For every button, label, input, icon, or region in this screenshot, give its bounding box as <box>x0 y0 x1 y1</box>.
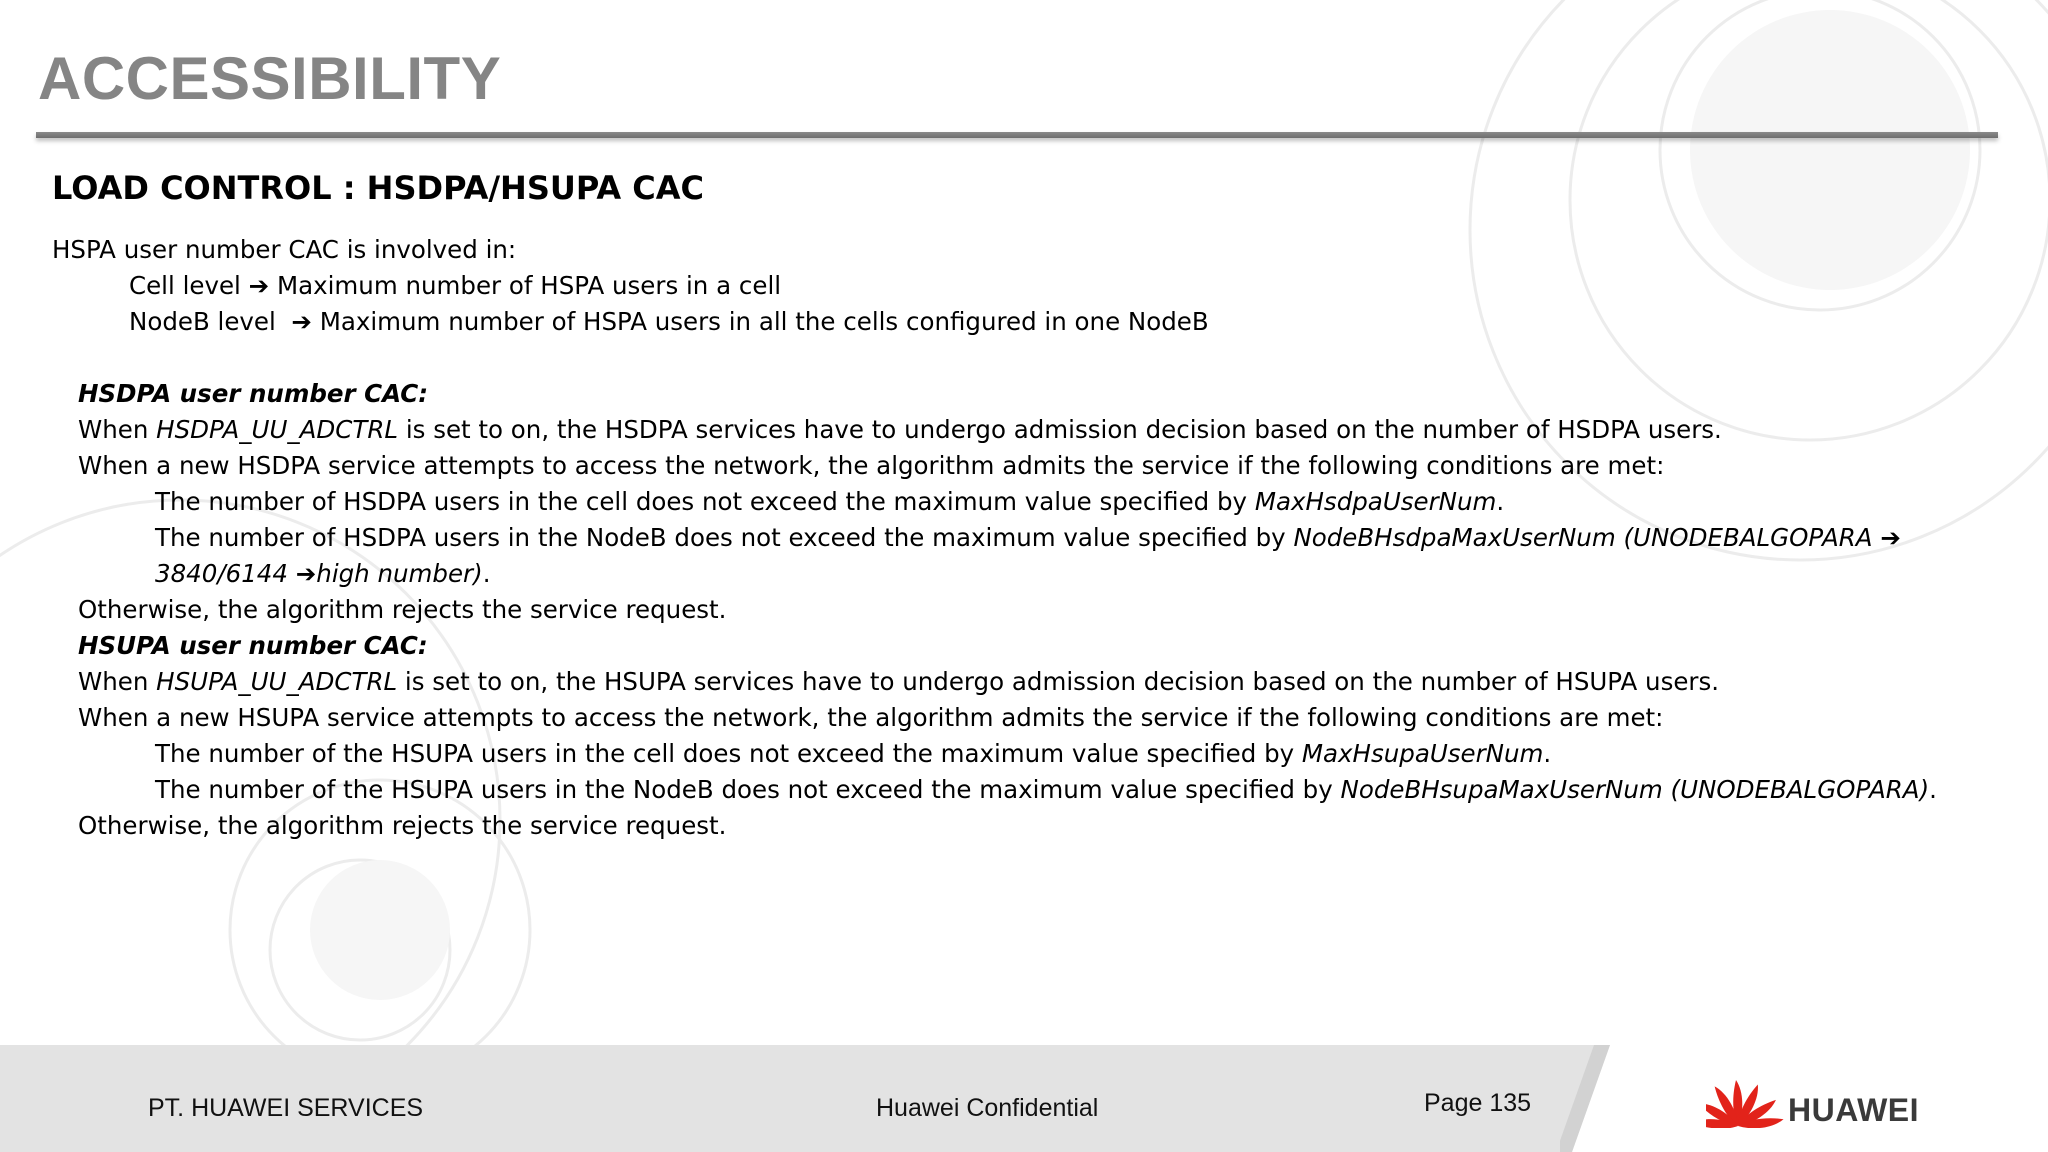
text-fragment: When <box>78 667 157 696</box>
hsupa-heading: HSUPA user number CAC: <box>78 631 428 660</box>
text-fragment: is set to on, the HSUPA services have to undergo admission decision based on the number of HSUPA users. <box>397 667 1720 696</box>
hsupa-line-2: When a new HSUPA service attempts to access the network, the algorithm admits the service if the following conditions are met: <box>78 703 1664 732</box>
footer-company: PT. HUAWEI SERVICES <box>148 1094 424 1122</box>
nodeb-level-label: NodeB level <box>129 307 276 336</box>
param-note: high number) <box>316 559 483 588</box>
param-name: MaxHsdpaUserNum <box>1254 487 1497 516</box>
page-number: Page 135 <box>1424 1089 1532 1117</box>
param-value: 3840/6144 <box>155 559 288 588</box>
footer-confidential: Huawei Confidential <box>876 1094 1099 1122</box>
hsdpa-condition-1 <box>52 484 2002 520</box>
param-name: NodeBHsdpaMaxUserNum (UNODEBALGOPARA <box>1293 523 1873 552</box>
hsdpa-condition-2-cont <box>52 556 2002 592</box>
text-fragment: . <box>1496 487 1505 516</box>
text-fragment: . <box>482 559 491 588</box>
cell-level-line <box>52 268 2002 304</box>
hsupa-condition-1 <box>52 736 2002 772</box>
text-fragment: The number of HSDPA users in the NodeB does not exceed the maximum value specified by <box>155 523 1294 552</box>
hsdpa-otherwise: Otherwise, the algorithm rejects the service request. <box>78 595 727 624</box>
param-name: HSUPA_UU_ADCTRL <box>156 667 398 696</box>
right-arrow-icon: ➔ <box>1880 523 1901 552</box>
text-fragment: When <box>78 415 157 444</box>
text-fragment: . <box>1929 775 1937 804</box>
hsdpa-line-1 <box>52 412 2002 448</box>
cell-level-text: Maximum number of HSPA users in a cell <box>276 271 782 300</box>
intro-line: HSPA user number CAC is involved in: <box>52 235 517 264</box>
nodeb-level-line <box>52 304 2002 340</box>
hsdpa-line-2: When a new HSDPA service attempts to access the network, the algorithm admits the service if the following conditions are met: <box>78 451 1665 480</box>
text-fragment: The number of HSDPA users in the cell does not exceed the maximum value specified by <box>155 487 1255 516</box>
text-fragment: The number of the HSUPA users in the cell does not exceed the maximum value specified by <box>155 739 1302 768</box>
hsupa-condition-2 <box>52 772 2002 808</box>
right-arrow-icon: ➔ <box>248 271 270 300</box>
nodeb-level-text: Maximum number of HSPA users in all the cells configured in one NodeB <box>319 307 1209 336</box>
hsupa-line-1 <box>52 664 2002 700</box>
text-fragment: is set to on, the HSDPA services have to undergo admission decision based on the number of HSDPA users. <box>398 415 1722 444</box>
hsdpa-condition-2 <box>52 520 2002 556</box>
slide-body <box>52 166 2002 844</box>
title-divider <box>36 132 1998 138</box>
text-fragment: The number of the HSUPA users in the NodeB does not exceed the maximum value specified by <box>155 775 1341 804</box>
spacer <box>52 340 2002 376</box>
text-fragment: . <box>1543 739 1552 768</box>
hsdpa-heading: HSDPA user number CAC: <box>78 379 429 408</box>
right-arrow-icon: ➔ <box>295 559 317 588</box>
param-name: HSDPA_UU_ADCTRL <box>156 415 399 444</box>
slide-subtitle: LOAD CONTROL : HSDPA/HSUPA CAC <box>52 169 704 207</box>
param-name: NodeBHsupaMaxUserNum (UNODEBALGOPARA) <box>1340 775 1930 804</box>
huawei-logo-text: HUAWEI <box>1788 1092 1919 1128</box>
cell-level-label: Cell level <box>129 271 241 300</box>
right-arrow-icon: ➔ <box>291 307 312 336</box>
hsupa-otherwise: Otherwise, the algorithm rejects the service request. <box>78 811 727 840</box>
param-name: MaxHsupaUserNum <box>1301 739 1544 768</box>
slide-title: ACCESSIBILITY <box>38 45 502 112</box>
